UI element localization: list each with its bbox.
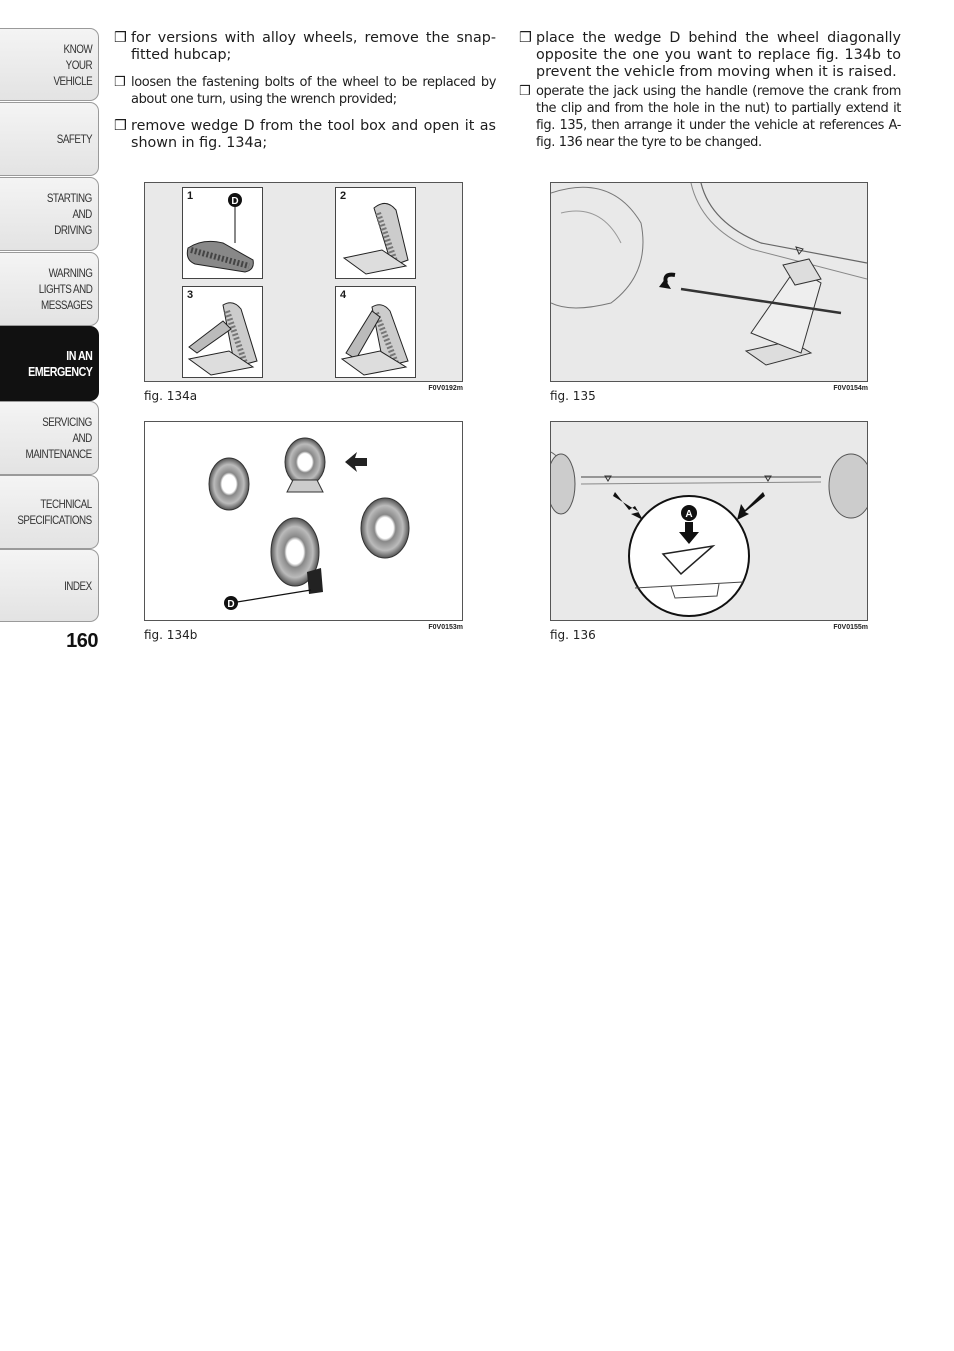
figure-136 xyxy=(550,421,868,621)
left-text-column xyxy=(114,30,496,162)
step-number: 2 xyxy=(340,190,347,202)
wheels-diagram xyxy=(145,422,462,620)
tab-label: TECHNICAL SPECIFICATIONS xyxy=(17,497,92,527)
wheel-icon xyxy=(551,454,575,514)
tab-starting-and-driving[interactable] xyxy=(0,177,99,251)
tab-label: WARNING LIGHTS AND MESSAGES xyxy=(38,266,92,312)
item-text: operate the jack using the handle (remove the crank from the clip and from the hole in the nut) to partially extend it fig. 135, then arrange it under the vehicle at references A-fig. 136 near the tyre to be changed. xyxy=(536,84,901,150)
tab-index[interactable] xyxy=(0,549,99,622)
item-text: remove wedge D from the tool box and open it as shown in fig. 134a; xyxy=(131,118,496,151)
step-number: 4 xyxy=(340,289,347,301)
item-text: loosen the fastening bolts of the wheel to be replaced by about one turn, using the wrench provided; xyxy=(131,75,496,107)
figure-caption: fig. 134a xyxy=(144,389,198,403)
figure-134b xyxy=(144,421,463,621)
wedge-open-icon xyxy=(336,287,415,377)
figure-code: F0V0155m xyxy=(833,624,868,631)
tab-know-your-vehicle[interactable] xyxy=(0,28,99,101)
figure-caption: fig. 136 xyxy=(550,628,596,642)
tab-servicing[interactable] xyxy=(0,401,99,475)
list-item xyxy=(114,118,496,152)
tab-in-an-emergency[interactable] xyxy=(0,326,99,401)
item-text: for versions with alloy wheels, remove the snap-fitted hubcap; xyxy=(131,30,496,63)
right-text-column xyxy=(519,30,901,161)
arrow-icon xyxy=(345,452,367,472)
list-item xyxy=(519,30,901,81)
wedge-step-3 xyxy=(182,286,263,378)
list-item xyxy=(519,83,901,151)
item-text: place the wedge D behind the wheel diagonally opposite the one you want to replace fig. 134b to prevent the vehicle from moving when it is raised. xyxy=(536,30,901,80)
rotate-arrow-icon xyxy=(665,275,675,283)
page-number: 160 xyxy=(66,630,98,652)
wedge-unfolding-icon xyxy=(183,287,262,377)
wheel-icon xyxy=(209,458,249,510)
wedge-icon xyxy=(287,480,323,492)
wedge-step-2 xyxy=(335,187,416,279)
step-number: 3 xyxy=(187,289,194,301)
bullet-icon: ❒ xyxy=(114,30,127,46)
tab-label: SAFETY xyxy=(56,132,92,146)
wedge-step-4 xyxy=(335,286,416,378)
tab-label: KNOW YOUR VEHICLE xyxy=(53,41,92,88)
marker-a: A xyxy=(685,509,693,520)
wedge-step-1 xyxy=(182,187,263,279)
bullet-icon: ❒ xyxy=(114,75,126,90)
tab-label: STARTING AND DRIVING xyxy=(47,191,92,237)
figure-caption: fig. 135 xyxy=(550,389,596,403)
figure-135 xyxy=(550,182,868,382)
bullet-icon: ❒ xyxy=(519,30,532,46)
wheel-icon xyxy=(285,438,325,486)
figure-code: F0V0153m xyxy=(428,624,463,631)
list-item xyxy=(114,74,496,108)
tab-safety[interactable] xyxy=(0,102,99,176)
marker-d: D xyxy=(231,196,239,207)
wedge-closed-icon xyxy=(183,188,262,278)
arrow-icon xyxy=(613,492,643,520)
tab-label: INDEX xyxy=(64,578,92,593)
figure-code: F0V0192m xyxy=(428,385,463,392)
tab-label: SERVICING AND MAINTENANCE xyxy=(25,415,92,461)
jacking-points-diagram xyxy=(551,422,867,620)
tab-warning-lights[interactable] xyxy=(0,252,99,326)
list-item xyxy=(114,30,496,64)
tab-technical-specifications[interactable] xyxy=(0,475,99,549)
jack-diagram xyxy=(551,183,867,381)
wheel-icon xyxy=(829,454,867,518)
bullet-icon: ❒ xyxy=(114,118,127,134)
tab-label: IN AN EMERGENCY xyxy=(27,347,92,379)
wheel-icon xyxy=(361,498,409,558)
bullet-icon: ❒ xyxy=(519,84,531,99)
figure-134a xyxy=(144,182,463,382)
figure-caption: fig. 134b xyxy=(144,628,198,642)
arrow-icon xyxy=(737,492,765,520)
wedge-opening-icon xyxy=(336,188,415,278)
figure-code: F0V0154m xyxy=(833,385,868,392)
step-number: 1 xyxy=(187,190,194,202)
marker-d: D xyxy=(227,599,235,610)
